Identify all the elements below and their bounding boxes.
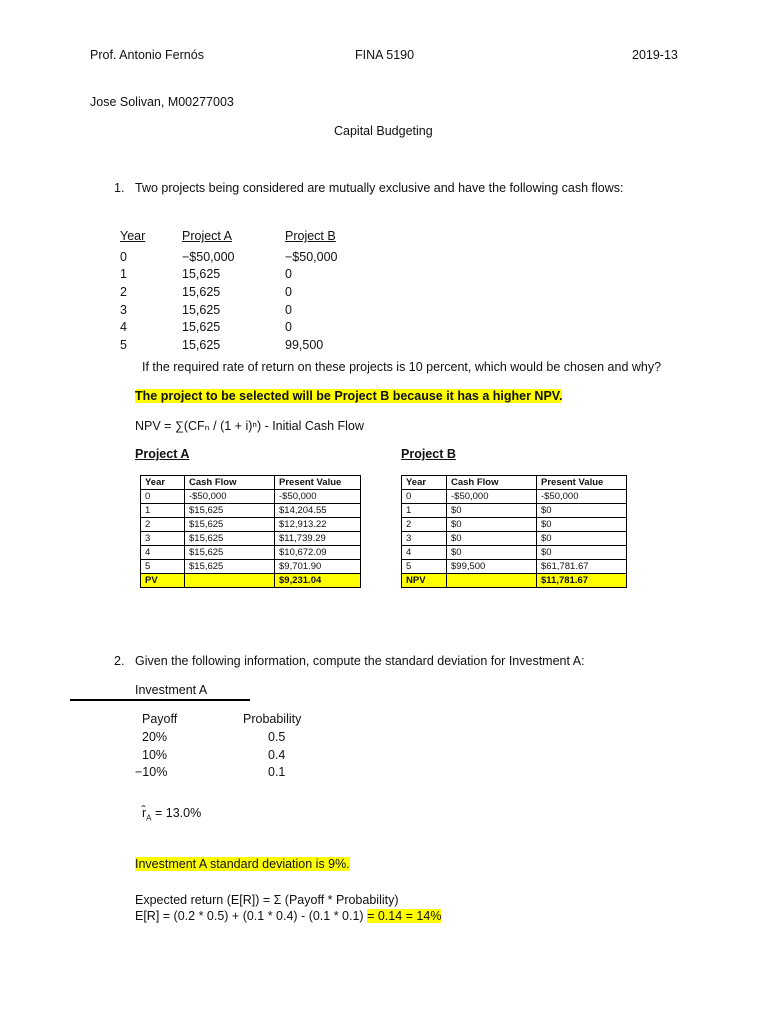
table-cell: $14,204.55 <box>275 504 361 518</box>
expected-return-value: = 13.0% <box>155 806 202 820</box>
table-cell: 1 <box>402 504 447 518</box>
q1-project-b-value: 99,500 <box>285 338 324 352</box>
q1-project-a-value: 15,625 <box>182 285 221 299</box>
q1-year: 5 <box>120 338 127 352</box>
table-row <box>402 490 627 504</box>
q1-year: 2 <box>120 285 127 299</box>
probability-value: 0.1 <box>268 765 286 779</box>
q2-question: Given the following information, compute the standard deviation for Investment A: <box>135 654 585 668</box>
table-row <box>402 546 627 560</box>
table-cell: $99,500 <box>447 560 537 574</box>
q1-project-a-value: 15,625 <box>182 303 221 317</box>
investment-label: Investment A <box>135 683 208 697</box>
table-cell <box>447 574 537 588</box>
table-total-row <box>141 574 361 588</box>
table-cell: $11,739.29 <box>275 532 361 546</box>
term: 2019-13 <box>632 48 678 62</box>
payoff-header: Payoff <box>142 712 178 726</box>
table-row <box>402 518 627 532</box>
table-cell: $15,625 <box>185 518 275 532</box>
q1-answer: The project to be selected will be Project B because it has a higher NPV. <box>135 389 563 403</box>
q1-year: 0 <box>120 250 127 264</box>
professor-name: Prof. Antonio Fernós <box>90 48 204 62</box>
page-title: Capital Budgeting <box>334 124 433 138</box>
expected-return-label <box>142 806 201 823</box>
table-cell: 3 <box>402 532 447 546</box>
table-cell: $9,701.90 <box>275 560 361 574</box>
column-header: Cash Flow <box>185 476 275 490</box>
table-total-row <box>402 574 627 588</box>
q1-project-b-value: 0 <box>285 267 292 281</box>
expected-return-calculation <box>135 909 441 923</box>
table-cell: $0 <box>537 546 627 560</box>
expected-return-subscript: A <box>146 813 152 823</box>
q1-question: Two projects being considered are mutually exclusive and have the following cash flows: <box>135 181 624 195</box>
table-cell: $15,625 <box>185 532 275 546</box>
q1-project-b-value: 0 <box>285 320 292 334</box>
table-cell: $0 <box>447 532 537 546</box>
table-cell: $0 <box>537 518 627 532</box>
q1-year: 1 <box>120 267 127 281</box>
q1-followup: If the required rate of return on these projects is 10 percent, which would be chosen and why? <box>142 360 662 374</box>
table-row <box>141 490 361 504</box>
project-b-heading: Project B <box>401 447 456 461</box>
table-cell: $0 <box>537 504 627 518</box>
table-row <box>402 532 627 546</box>
table-cell: 5 <box>402 560 447 574</box>
table-cell: -$50,000 <box>185 490 275 504</box>
table-cell: PV <box>141 574 185 588</box>
expected-return-symbol: r̂ <box>142 806 147 820</box>
table-cell: $0 <box>537 532 627 546</box>
table-row <box>141 546 361 560</box>
table-cell: $12,913.22 <box>275 518 361 532</box>
table-cell: $15,625 <box>185 504 275 518</box>
table-cell: 2 <box>402 518 447 532</box>
column-header: Cash Flow <box>447 476 537 490</box>
table-cell: $15,625 <box>185 560 275 574</box>
divider-line <box>70 699 250 701</box>
q1-project-a-value: −$50,000 <box>182 250 235 264</box>
q1-project-b-value: 0 <box>285 285 292 299</box>
q1-header-year: Year <box>120 229 146 243</box>
table-cell: 0 <box>141 490 185 504</box>
table-cell: 0 <box>402 490 447 504</box>
table-cell: $11,781.67 <box>537 574 627 588</box>
table-header-row <box>141 476 361 490</box>
table-cell: 1 <box>141 504 185 518</box>
payoff-value: 10% <box>142 748 168 762</box>
payoff-value: 20% <box>142 730 168 744</box>
table-cell: NPV <box>402 574 447 588</box>
q2-answer: Investment A standard deviation is 9%. <box>135 857 350 871</box>
q1-project-a-value: 15,625 <box>182 338 221 352</box>
table-cell: -$50,000 <box>537 490 627 504</box>
q2-number: 2. <box>114 654 125 668</box>
probability-value: 0.4 <box>268 748 286 762</box>
q1-year: 3 <box>120 303 127 317</box>
table-row <box>141 532 361 546</box>
table-cell: $0 <box>447 518 537 532</box>
q1-project-b-value: −$50,000 <box>285 250 338 264</box>
table-cell: $61,781.67 <box>537 560 627 574</box>
column-header: Year <box>141 476 185 490</box>
q1-header-project-a: Project A <box>182 229 233 243</box>
er-calc-result: = 0.14 = 14% <box>367 909 442 923</box>
table-cell: $9,231.04 <box>275 574 361 588</box>
q1-project-b-value: 0 <box>285 303 292 317</box>
table-cell: 4 <box>402 546 447 560</box>
table-cell: $15,625 <box>185 546 275 560</box>
payoff-value: −10% <box>135 765 168 779</box>
table-row <box>402 504 627 518</box>
table-cell: -$50,000 <box>447 490 537 504</box>
table-row <box>141 504 361 518</box>
table-cell: 3 <box>141 532 185 546</box>
column-header: Present Value <box>537 476 627 490</box>
project-a-table <box>140 475 361 588</box>
table-cell: 4 <box>141 546 185 560</box>
table-cell: -$50,000 <box>275 490 361 504</box>
probability-header: Probability <box>243 712 302 726</box>
npv-formula: NPV = ∑(CFₙ / (1 + i)ⁿ) - Initial Cash Flow <box>135 419 364 433</box>
project-a-heading: Project A <box>135 447 190 461</box>
table-header-row <box>402 476 627 490</box>
q1-project-a-value: 15,625 <box>182 267 221 281</box>
table-cell: $0 <box>447 504 537 518</box>
table-cell: 5 <box>141 560 185 574</box>
column-header: Year <box>402 476 447 490</box>
student-name: Jose Solivan, M00277003 <box>90 95 234 109</box>
er-calc-expression: E[R] = (0.2 * 0.5) + (0.1 * 0.4) - (0.1 * 0.1) <box>135 909 368 923</box>
table-cell: $10,672.09 <box>275 546 361 560</box>
expected-return-formula: Expected return (E[R]) = Σ (Payoff * Probability) <box>135 893 399 907</box>
column-header: Present Value <box>275 476 361 490</box>
table-cell <box>185 574 275 588</box>
project-b-table <box>401 475 627 588</box>
table-row <box>402 560 627 574</box>
table-row <box>141 518 361 532</box>
q1-year: 4 <box>120 320 127 334</box>
table-cell: $0 <box>447 546 537 560</box>
probability-value: 0.5 <box>268 730 286 744</box>
table-row <box>141 560 361 574</box>
table-cell: 2 <box>141 518 185 532</box>
q1-number: 1. <box>114 181 125 195</box>
course-code: FINA 5190 <box>355 48 415 62</box>
q1-header-project-b: Project B <box>285 229 336 243</box>
q1-project-a-value: 15,625 <box>182 320 221 334</box>
